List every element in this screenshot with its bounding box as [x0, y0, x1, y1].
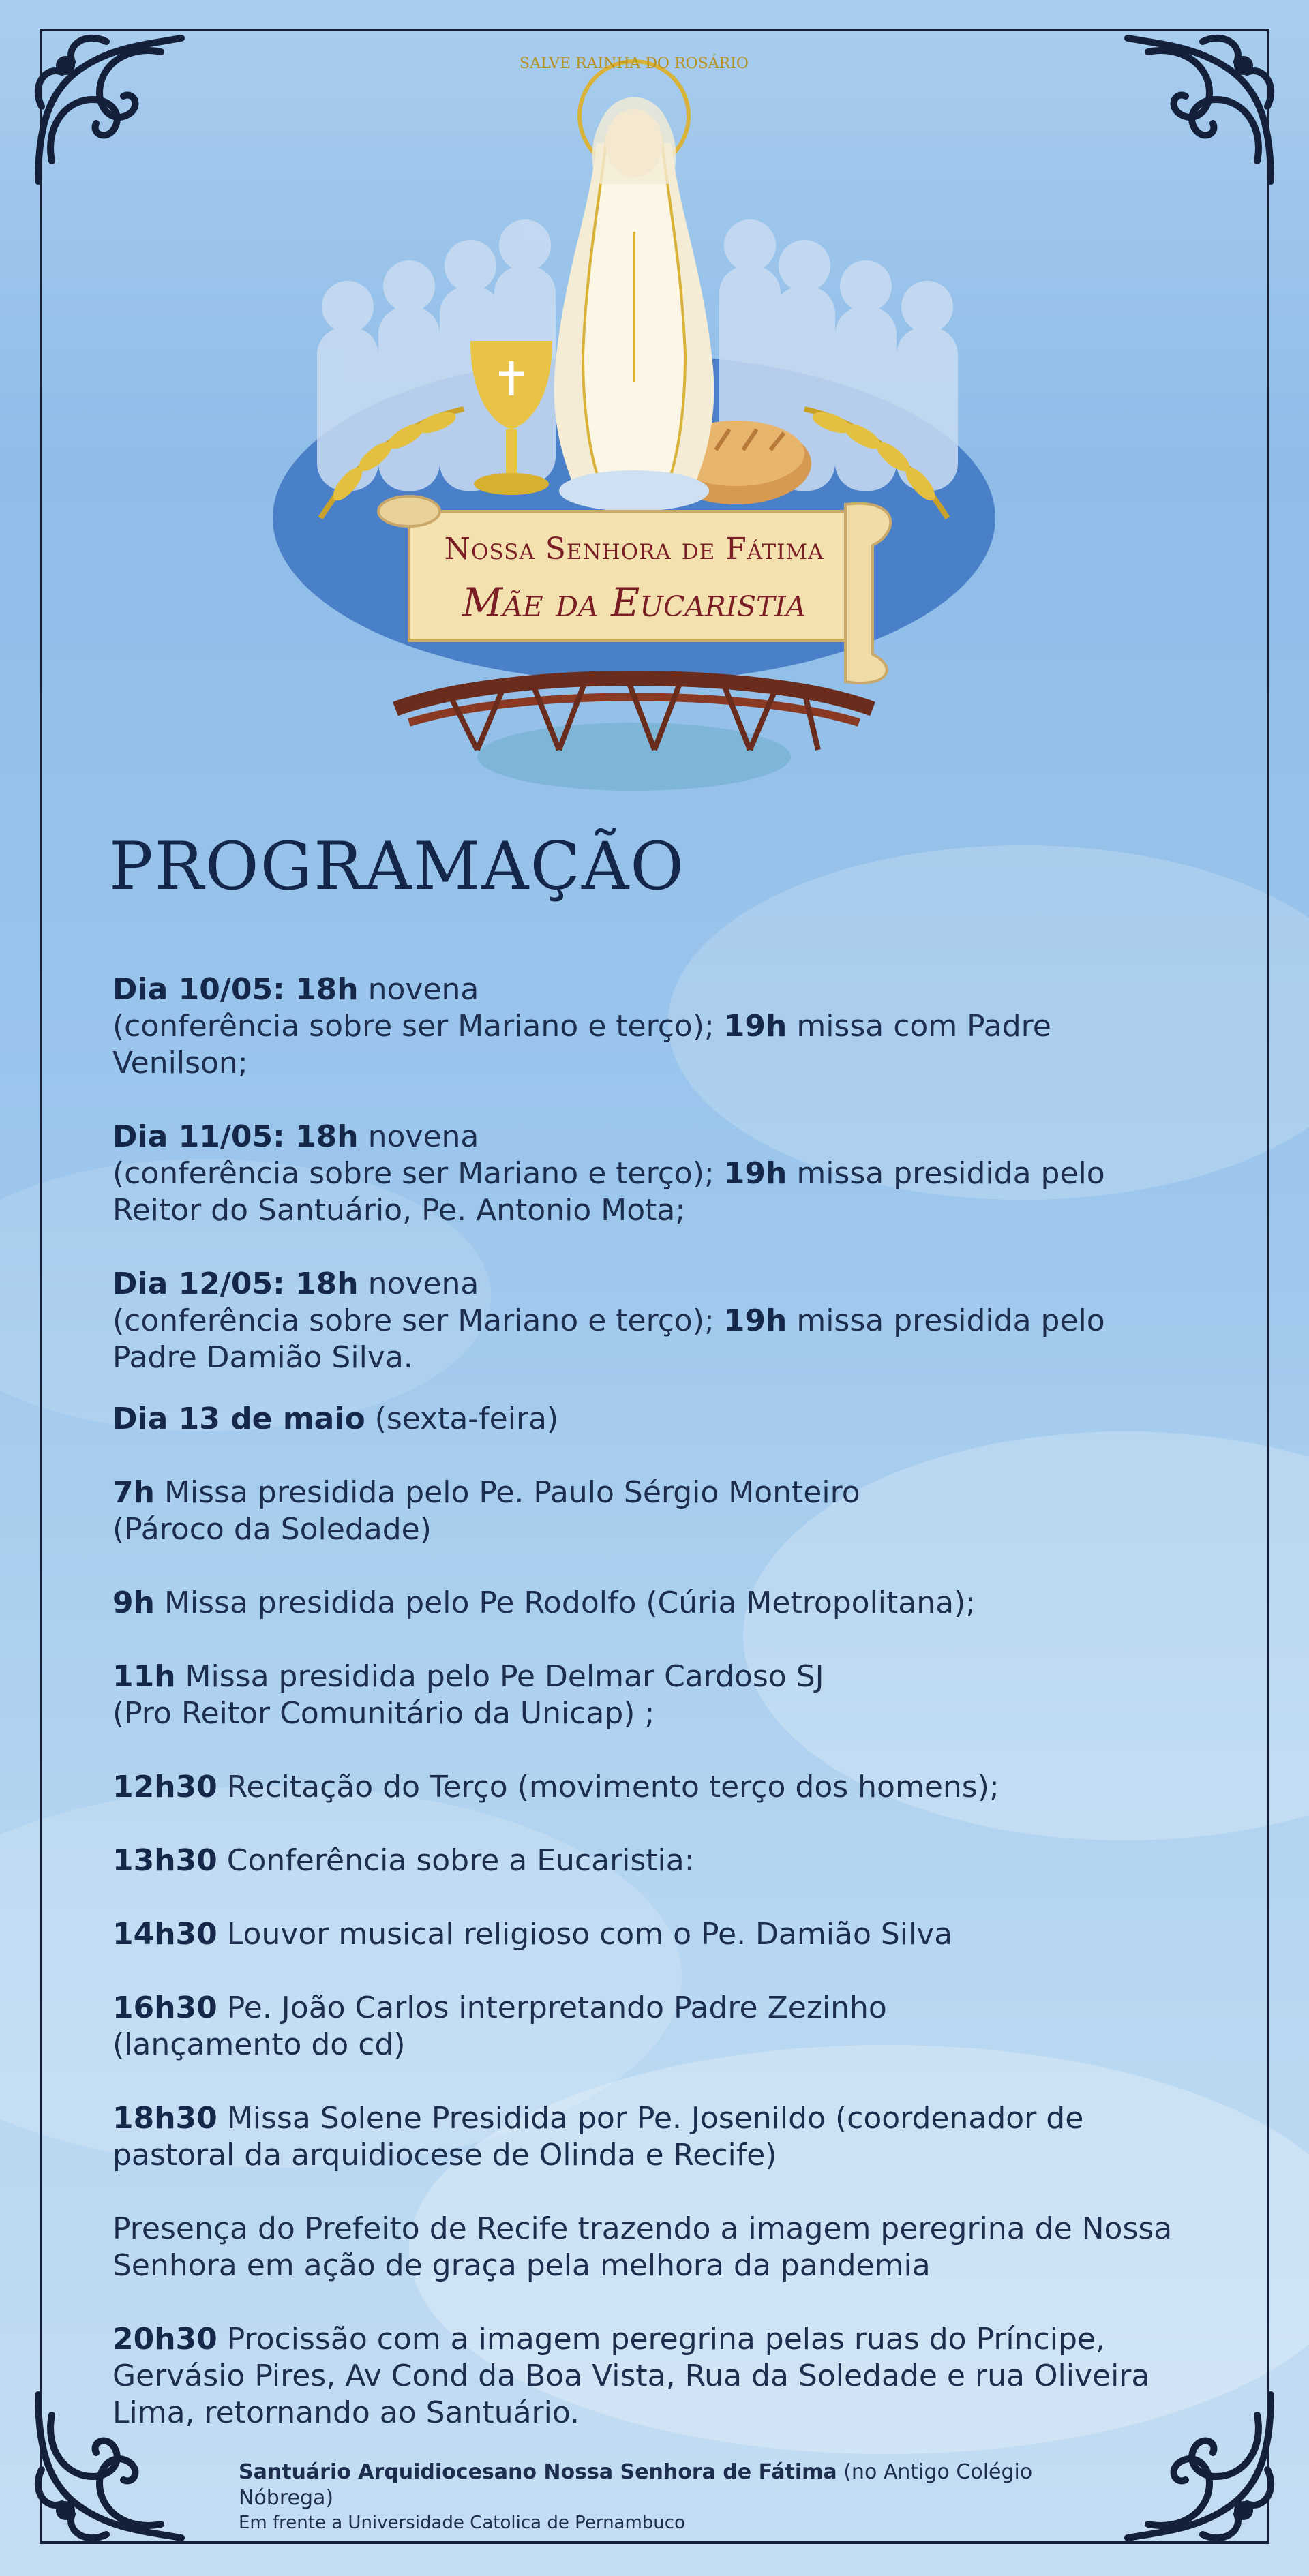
- event-text: Pe. João Carlos interpretando Padre Zezinho: [217, 1990, 887, 2025]
- event-item: [112, 1658, 1176, 1732]
- novena-day-entry: [112, 1119, 1176, 1229]
- entry-date: Dia 11/05: 18h: [112, 1119, 359, 1154]
- event-item: [112, 1990, 1176, 2063]
- entry-text: novena: [358, 1119, 479, 1154]
- event-time: 7h: [112, 1475, 155, 1510]
- novena-day-entry: [112, 1266, 1176, 1376]
- entry-text: novena: [358, 1267, 479, 1301]
- entry-text: missa presidida pelo Padre Damião Silva.: [112, 1303, 1105, 1375]
- event-item: [112, 2211, 1176, 2284]
- event-text: Conferência sobre a Eucaristia:: [217, 1843, 695, 1878]
- event-text: Missa presidida pelo Pe Delmar Cardoso SJ: [175, 1659, 824, 1694]
- entry-text: missa com Padre Venilson;: [112, 1009, 1051, 1080]
- event-time: 14h30: [112, 1917, 217, 1952]
- ornament-corner-top-right: [1114, 25, 1284, 195]
- entry-text: (conferência sobre ser Mariano e terço);: [112, 1009, 724, 1044]
- novena-day-entry: [112, 971, 1176, 1082]
- entry-text: novena: [358, 972, 479, 1007]
- page-title: PROGRAMAÇÃO: [109, 828, 685, 905]
- feast-day-weekday: (sexta-feira): [365, 1401, 559, 1436]
- our-lady-statue: [554, 61, 714, 511]
- sanctuary-address-line: Em frente a Universidade Catolica de Pernambuco: [239, 2513, 685, 2533]
- event-text: Missa presidida pelo Pe. Paulo Sérgio Monteiro: [154, 1475, 860, 1510]
- event-time: 16h30: [112, 1990, 217, 2025]
- event-time: 13h30: [112, 1843, 217, 1878]
- entry-time: 19h: [723, 1303, 787, 1338]
- event-text: (lançamento do cd): [112, 2027, 406, 2062]
- entry-text: (conferência sobre ser Mariano e terço);: [112, 1156, 724, 1191]
- entry-time: 19h: [723, 1009, 787, 1044]
- entry-date: Dia 12/05: 18h: [112, 1267, 359, 1301]
- logo-title-line1: Nossa Senhora de Fátima: [444, 532, 824, 566]
- event-item: [112, 1474, 1176, 1548]
- event-item: [112, 1916, 1176, 1953]
- event-item: [112, 2321, 1176, 2431]
- event-time: 9h: [112, 1586, 155, 1620]
- event-time: 20h30: [112, 2322, 217, 2357]
- sanctuary-location-note: (no Antigo Colégio Nóbrega): [239, 2460, 1033, 2510]
- event-text: (Pro Reitor Comunitário da Unicap) ;: [112, 1696, 655, 1731]
- event-logo: [245, 41, 1023, 804]
- bridge-icon: [395, 678, 873, 791]
- event-item: [112, 1769, 1176, 1806]
- statue-arc-text: SALVE RAINHA DO ROSÁRIO: [520, 55, 749, 72]
- entry-time: 19h: [723, 1156, 787, 1191]
- event-item: [112, 1585, 1176, 1622]
- event-time: 11h: [112, 1659, 176, 1694]
- event-item: [112, 1843, 1176, 1879]
- entry-text: (conferência sobre ser Mariano e terço);: [112, 1303, 724, 1338]
- sanctuary-name: Santuário Arquidiocesano Nossa Senhora de Fátima: [239, 2460, 837, 2484]
- event-item: [112, 2100, 1176, 2174]
- event-time: 18h30: [112, 2101, 217, 2136]
- entry-date: Dia 10/05: 18h: [112, 972, 359, 1007]
- event-text: Missa presidida pelo Pe Rodolfo (Cúria Metropolitana);: [154, 1586, 976, 1620]
- event-text: (Pároco da Soledade): [112, 1512, 432, 1547]
- event-text: Presença do Prefeito de Recife trazendo a imagem peregrina de Nossa Senhora em ação de graça pela melhora da pandemia: [112, 2211, 1173, 2283]
- feast-day-heading: [112, 1401, 1176, 1438]
- event-text: Procissão com a imagem peregrina pelas ruas do Príncipe, Gervásio Pires, Av Cond da Boa Vista, Rua da Soledade e rua Oliveira Lima, retornando ao Santuário.: [112, 2322, 1150, 2430]
- logo-title-line2: Mãe da Eucaristia: [462, 579, 807, 626]
- event-text: Recitação do Terço (movimento terço dos homens);: [217, 1770, 999, 1804]
- event-time: 12h30: [112, 1770, 217, 1804]
- feast-day-date: Dia 13 de maio: [112, 1401, 365, 1436]
- event-text: Missa Solene Presidida por Pe. Josenildo (coordenador de pastoral da arquidiocese de Olinda e Recife): [112, 2101, 1084, 2172]
- entry-text: missa presidida pelo Reitor do Santuário, Pe. Antonio Mota;: [112, 1156, 1105, 1228]
- ornament-corner-top-left: [25, 25, 195, 195]
- event-text: Louvor musical religioso com o Pe. Damião Silva: [217, 1917, 953, 1952]
- schedule-list: [112, 971, 1176, 2468]
- footer-address: [239, 2459, 1125, 2534]
